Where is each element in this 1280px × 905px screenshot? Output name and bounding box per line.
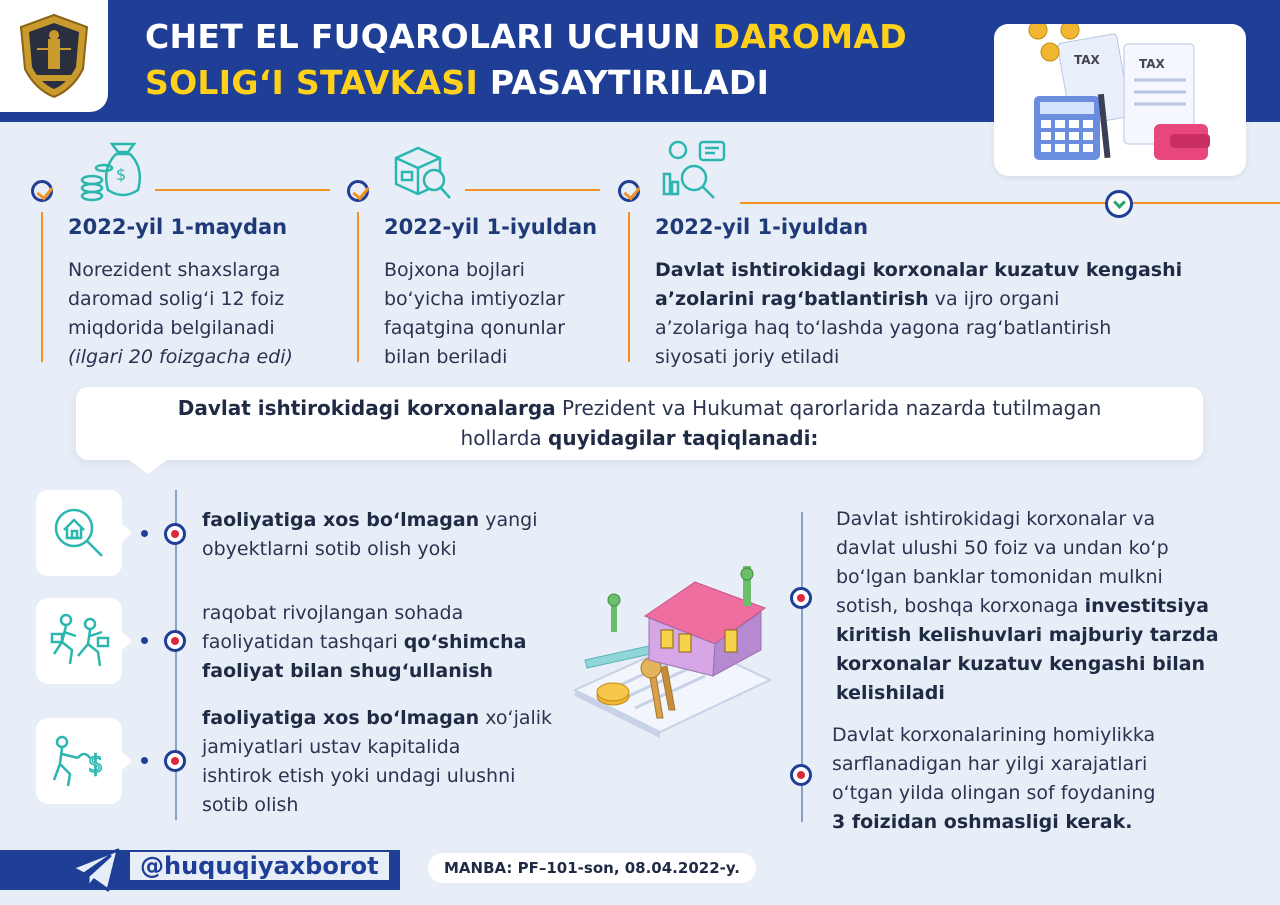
check-icon: [31, 180, 53, 202]
icon-card: [36, 718, 122, 804]
money-bag-icon: [78, 138, 144, 204]
left-item-1: faoliyatiga xos bo‘lmagan yangi obyektlarni sotib olish yoki: [202, 509, 538, 560]
banner-pointer: [126, 458, 170, 474]
date-label: 2022-yil 1-maydan: [68, 215, 288, 239]
check-icon: [347, 180, 369, 202]
business-runners-icon: [48, 610, 110, 672]
timeline-line-2: [465, 189, 600, 191]
property-deal-illustration: [565, 560, 780, 740]
timeline-line-3: [740, 202, 1280, 204]
bullet-ring: [790, 764, 812, 786]
timeline-vbar-2: [357, 212, 359, 362]
timeline-vbar-3: [628, 212, 630, 362]
svg-text:$: $: [116, 165, 127, 184]
customs-box-icon: [390, 140, 456, 206]
timeline-vbar-1: [41, 212, 43, 362]
tax-illustration: [994, 24, 1246, 176]
icon-card: [36, 490, 122, 576]
date-label: 2022-yil 1-iyuldan: [655, 215, 869, 239]
left-item-3: faoliyatiga xos bo‘lmagan xo‘jalik jamiyatlari ustav kapitalida ishtirok etish yoki undagi ulushni sotib olish: [202, 707, 553, 816]
bullet-ring: [164, 630, 186, 652]
bullet-ring: [790, 587, 812, 609]
timeline-text-1: Norezident shaxslarga daromad solig‘i 12 foiz miqdorida belgilanadi (ilgari 20 foizgacha edi): [68, 259, 293, 368]
source-label: MANBA: PF–101-son, 08.04.2022-y.: [428, 853, 756, 883]
right-item-1: Davlat ishtirokidagi korxonalar va davlat ulushi 50 foiz va undan ko‘p bo‘lgan banklar tomonidan mulkni sotish, boshqa korxonaga investitsiya kiritish kelishuvlari majburiy tarzda korxonalar kuzatuv kengashi bilan kelishiladi: [836, 508, 1219, 704]
right-item-2: Davlat korxonalarining homiylikka sarflanadigan har yilgi xarajatlari o‘tgan yilda olingan sof foydaning 3 foizidan oshmasligi kerak.: [832, 724, 1156, 833]
bullet-ring: [164, 523, 186, 545]
bullet-ring: [164, 750, 186, 772]
left-item-2: raqobat rivojlangan sohada faoliyatidan tashqari qo‘shimcha faoliyat bilan shug‘ullanish: [202, 602, 527, 682]
pin-marker-icon: [1105, 190, 1133, 218]
svg-text:TAX: TAX: [1074, 53, 1100, 67]
check-icon: [618, 180, 640, 202]
house-search-icon: [48, 502, 110, 564]
timeline-line-1: [155, 189, 330, 191]
telegram-icon[interactable]: [70, 848, 120, 892]
logo-card: [0, 0, 108, 112]
bullet-dot: [141, 757, 148, 764]
emblem-logo-icon: [13, 11, 95, 101]
money-chase-icon: [48, 730, 110, 792]
timeline-text-3: Davlat ishtirokidagi korxonalar kuzatuv kengashi a’zolarini rag‘batlantirish va ijro organi a’zolariga haq to‘lashda yagona rag‘batlantirish siyosati joriy etiladi: [655, 259, 1183, 368]
tax-documents-icon: [994, 24, 1246, 176]
page-title: CHET EL FUQAROLARI UCHUN DAROMAD SOLIG‘I STAVKASI PASAYTIRILADI: [145, 17, 907, 102]
icon-card: [36, 598, 122, 684]
social-handle-link[interactable]: @huquqiyaxborot: [130, 852, 389, 880]
date-label: 2022-yil 1-iyuldan: [384, 215, 598, 239]
timeline-text-2: Bojxona bojlari bo‘yicha imtiyozlar faqatgina qonunlar bilan beriladi: [384, 259, 566, 368]
analytics-icon: [660, 138, 730, 204]
prohibition-banner: Davlat ishtirokidagi korxonalarga Prezident va Hukumat qarorlarida nazarda tutilmagan hollarda quyidagilar taqiqlanadi:: [76, 387, 1203, 460]
svg-text:TAX: TAX: [1139, 57, 1165, 71]
svg-text:$: $: [88, 750, 104, 778]
bullet-dot: [141, 637, 148, 644]
bullet-dot: [141, 530, 148, 537]
